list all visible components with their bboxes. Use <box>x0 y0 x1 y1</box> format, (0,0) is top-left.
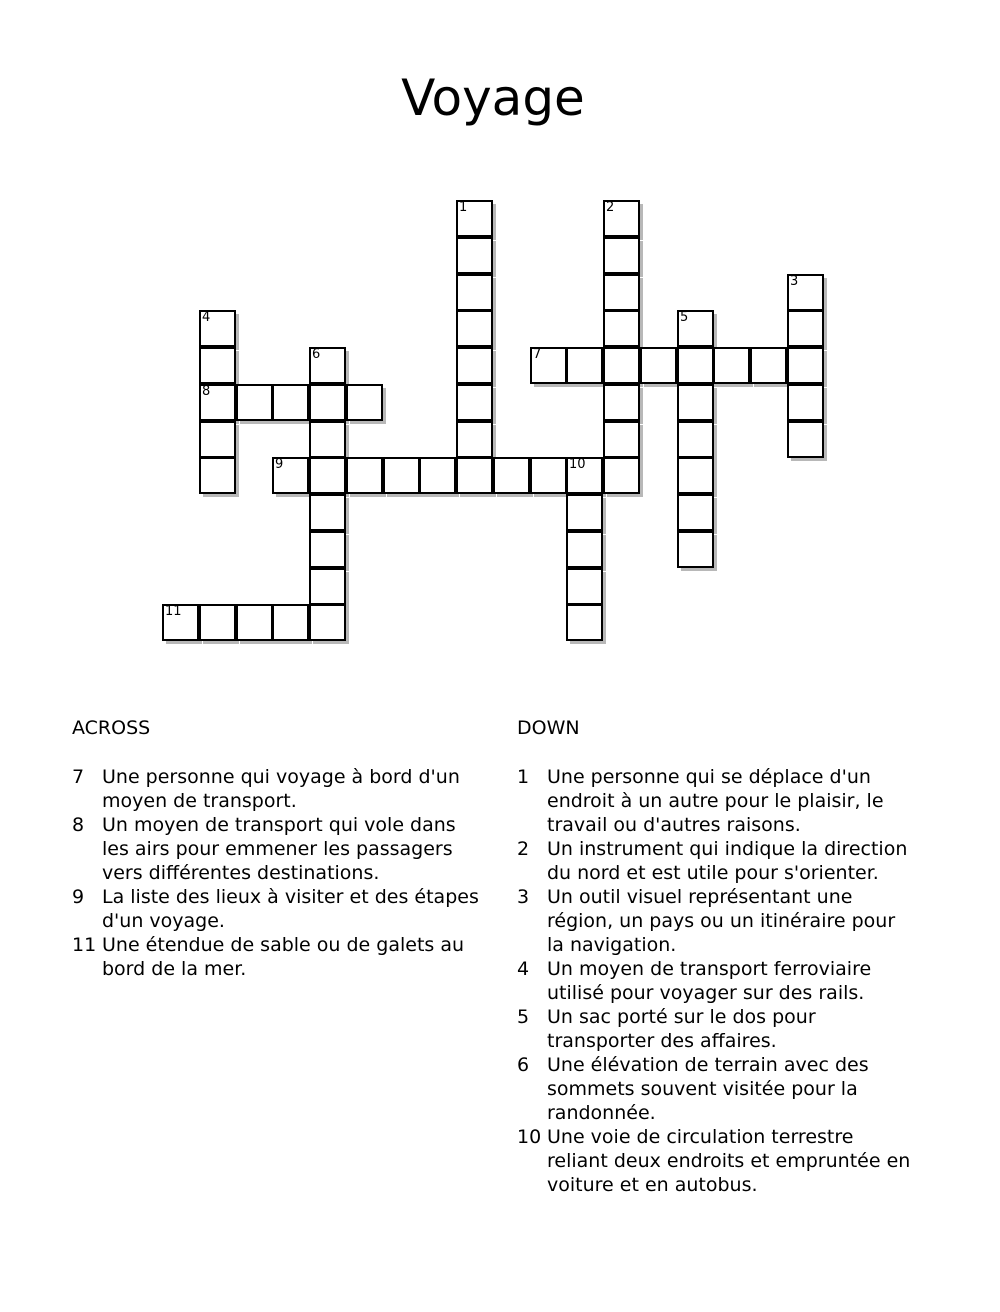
clue-text: Un outil visuel représentant une région, un pays ou un itinéraire pour la navigation. <box>547 886 896 956</box>
grid-cell[interactable] <box>456 237 491 272</box>
grid-cell[interactable] <box>346 457 381 492</box>
cell-number: 6 <box>312 347 321 362</box>
cell-box[interactable] <box>566 494 603 531</box>
cell-box[interactable] <box>309 384 346 421</box>
grid-cell[interactable] <box>456 384 491 419</box>
cell-box[interactable] <box>787 347 824 384</box>
clue-number: 4 <box>517 958 530 980</box>
cell-box[interactable] <box>787 384 824 421</box>
grid-cell[interactable] <box>199 604 234 639</box>
cell-box[interactable] <box>566 347 603 384</box>
cell-box[interactable] <box>456 457 493 494</box>
cell-number: 9 <box>275 457 284 472</box>
grid-cell[interactable] <box>566 531 601 566</box>
grid-cell[interactable] <box>309 531 344 566</box>
clue-text: Une étendue de sable ou de galets au bord de la mer. <box>102 934 465 980</box>
cell-box[interactable] <box>456 384 493 421</box>
grid-cell[interactable] <box>677 384 712 419</box>
cell-box[interactable] <box>199 604 236 641</box>
cell-box[interactable] <box>309 531 346 568</box>
clue-text: Une voie de circulation terrestre reliant deux endroits et empruntée en voiture et en autobus. <box>547 1126 911 1196</box>
across-heading: ACROSS <box>72 717 151 739</box>
clue-number: 10 <box>517 1126 542 1148</box>
cell-box[interactable] <box>236 604 273 641</box>
cell-number: 11 <box>165 604 182 619</box>
clue-text: La liste des lieux à visiter et des étapes d'un voyage. <box>102 886 479 932</box>
grid-cell[interactable] <box>603 421 638 456</box>
down-clue-list <box>517 765 917 1197</box>
grid-cell[interactable] <box>603 347 638 382</box>
grid-cell[interactable] <box>236 384 271 419</box>
cell-box[interactable] <box>309 568 346 605</box>
clue-text: Un moyen de transport qui vole dans les airs pour emmener les passagers vers différentes destinations. <box>102 814 456 884</box>
cell-box[interactable] <box>640 347 677 384</box>
clue-number: 2 <box>517 838 530 860</box>
grid-cell[interactable] <box>309 494 344 529</box>
grid-cell[interactable] <box>199 457 234 492</box>
cell-box[interactable] <box>309 421 346 458</box>
grid-cell[interactable] <box>787 384 822 419</box>
cell-box[interactable] <box>566 568 603 605</box>
cell-box[interactable] <box>677 494 714 531</box>
cell-box[interactable] <box>493 457 530 494</box>
grid-cell[interactable] <box>456 421 491 456</box>
cell-number: 4 <box>202 310 211 325</box>
clue-text: Une personne qui se déplace d'un endroit à un autre pour le plaisir, le travail ou d'autres raisons. <box>547 766 884 836</box>
grid-cell[interactable] <box>677 457 712 492</box>
grid-cell[interactable] <box>456 310 491 345</box>
grid-cell[interactable] <box>456 457 491 492</box>
cell-box[interactable] <box>603 274 640 311</box>
cell-number: 3 <box>790 274 799 289</box>
grid-cell[interactable] <box>272 457 307 492</box>
grid-cell[interactable] <box>603 274 638 309</box>
cell-box[interactable] <box>346 384 383 421</box>
across-clue-list <box>72 765 487 981</box>
cell-box[interactable] <box>787 310 824 347</box>
clue-text: Un moyen de transport ferroviaire utilisé pour voyager sur des rails. <box>547 958 872 1004</box>
grid-cell[interactable] <box>346 384 381 419</box>
grid-cell[interactable] <box>419 457 454 492</box>
across-clue <box>72 933 487 981</box>
cell-box[interactable] <box>199 347 236 384</box>
grid-cell[interactable] <box>566 604 601 639</box>
grid-cell[interactable] <box>603 457 638 492</box>
cell-number: 10 <box>569 457 586 472</box>
cell-box[interactable] <box>530 457 567 494</box>
cell-box[interactable] <box>566 604 603 641</box>
grid-cell[interactable] <box>162 604 197 639</box>
across-clue <box>72 813 487 885</box>
cell-box[interactable] <box>419 457 456 494</box>
cell-box[interactable] <box>713 347 750 384</box>
grid-cell[interactable] <box>272 384 307 419</box>
grid-cell[interactable] <box>787 421 822 456</box>
cell-box[interactable] <box>677 421 714 458</box>
grid-cell[interactable] <box>566 457 601 492</box>
grid-cell[interactable] <box>309 457 344 492</box>
grid-cell[interactable] <box>199 310 234 345</box>
cell-box[interactable] <box>603 457 640 494</box>
cell-box[interactable] <box>309 604 346 641</box>
clue-number: 6 <box>517 1054 530 1076</box>
cell-box[interactable] <box>272 604 309 641</box>
grid-cell[interactable] <box>383 457 418 492</box>
clue-text: Un instrument qui indique la direction du nord et est utile pour s'orienter. <box>547 838 908 884</box>
cell-box[interactable] <box>309 494 346 531</box>
across-clue <box>72 765 487 813</box>
grid-cell[interactable] <box>199 421 234 456</box>
cell-number: 8 <box>202 384 211 399</box>
grid-cell[interactable] <box>566 347 601 382</box>
grid-cell[interactable] <box>750 347 785 382</box>
cell-number: 1 <box>459 200 468 215</box>
puzzle-title: Voyage <box>401 69 585 127</box>
cell-box[interactable] <box>456 347 493 384</box>
grid-cell[interactable] <box>236 604 271 639</box>
grid-cell[interactable] <box>603 200 638 235</box>
cell-box[interactable] <box>677 531 714 568</box>
cell-box[interactable] <box>750 347 787 384</box>
grid-cell[interactable] <box>787 310 822 345</box>
grid-cell[interactable] <box>566 494 601 529</box>
grid-cell[interactable] <box>309 604 344 639</box>
cell-box[interactable] <box>677 347 714 384</box>
cell-box[interactable] <box>346 457 383 494</box>
grid-cell[interactable] <box>309 421 344 456</box>
grid-cell[interactable] <box>199 384 234 419</box>
grid-cell[interactable] <box>309 347 344 382</box>
cell-box[interactable] <box>383 457 420 494</box>
grid-cell[interactable] <box>309 568 344 603</box>
cell-number: 7 <box>533 347 542 362</box>
down-heading: DOWN <box>517 717 580 739</box>
across-clue <box>72 885 487 933</box>
grid-cell[interactable] <box>530 457 565 492</box>
clue-number: 8 <box>72 814 85 836</box>
clue-number: 1 <box>517 766 530 788</box>
grid-cell[interactable] <box>309 384 344 419</box>
cell-box[interactable] <box>603 237 640 274</box>
cell-box[interactable] <box>272 384 309 421</box>
grid-cell[interactable] <box>603 237 638 272</box>
cell-number: 2 <box>606 200 615 215</box>
cell-box[interactable] <box>456 237 493 274</box>
cell-box[interactable] <box>236 384 273 421</box>
grid-cell[interactable] <box>603 384 638 419</box>
down-clue <box>517 1005 917 1053</box>
grid-cell[interactable] <box>566 568 601 603</box>
cell-box[interactable] <box>456 421 493 458</box>
grid-cell[interactable] <box>456 200 491 235</box>
cell-box[interactable] <box>456 310 493 347</box>
cell-box[interactable] <box>677 384 714 421</box>
grid-cell[interactable] <box>787 274 822 309</box>
clue-text: Une personne qui voyage à bord d'un moyen de transport. <box>102 766 460 812</box>
grid-cell[interactable] <box>677 421 712 456</box>
grid-cell[interactable] <box>456 347 491 382</box>
clue-number: 7 <box>72 766 85 788</box>
down-clue <box>517 885 917 957</box>
clue-number: 11 <box>72 934 97 956</box>
cell-box[interactable] <box>677 457 714 494</box>
clue-text: Une élévation de terrain avec des sommets souvent visitée pour la randonnée. <box>547 1054 869 1124</box>
down-clue <box>517 765 917 837</box>
clue-number: 9 <box>72 886 85 908</box>
clue-number: 5 <box>517 1006 530 1028</box>
cell-number: 5 <box>680 310 689 325</box>
grid-cell[interactable] <box>677 494 712 529</box>
grid-cell[interactable] <box>677 531 712 566</box>
grid-cell[interactable] <box>677 310 712 345</box>
grid-cell[interactable] <box>640 347 675 382</box>
cell-box[interactable] <box>603 421 640 458</box>
down-clue <box>517 957 917 1005</box>
grid-cell[interactable] <box>713 347 748 382</box>
down-clue <box>517 1125 917 1197</box>
cell-box[interactable] <box>603 347 640 384</box>
cell-box[interactable] <box>566 531 603 568</box>
cell-box[interactable] <box>603 310 640 347</box>
clue-number: 3 <box>517 886 530 908</box>
cell-box[interactable] <box>456 274 493 311</box>
grid-cell[interactable] <box>272 604 307 639</box>
clue-text: Un sac porté sur le dos pour transporter des affaires. <box>547 1006 816 1052</box>
cell-box[interactable] <box>603 384 640 421</box>
cell-box[interactable] <box>787 421 824 458</box>
grid-cell[interactable] <box>677 347 712 382</box>
cell-box[interactable] <box>199 457 236 494</box>
down-clue <box>517 1053 917 1125</box>
grid-cell[interactable] <box>530 347 565 382</box>
grid-cell[interactable] <box>456 274 491 309</box>
cell-box[interactable] <box>309 457 346 494</box>
grid-cell[interactable] <box>199 347 234 382</box>
grid-cell[interactable] <box>603 310 638 345</box>
cell-box[interactable] <box>199 421 236 458</box>
grid-cell[interactable] <box>493 457 528 492</box>
down-clue <box>517 837 917 885</box>
grid-cell[interactable] <box>787 347 822 382</box>
